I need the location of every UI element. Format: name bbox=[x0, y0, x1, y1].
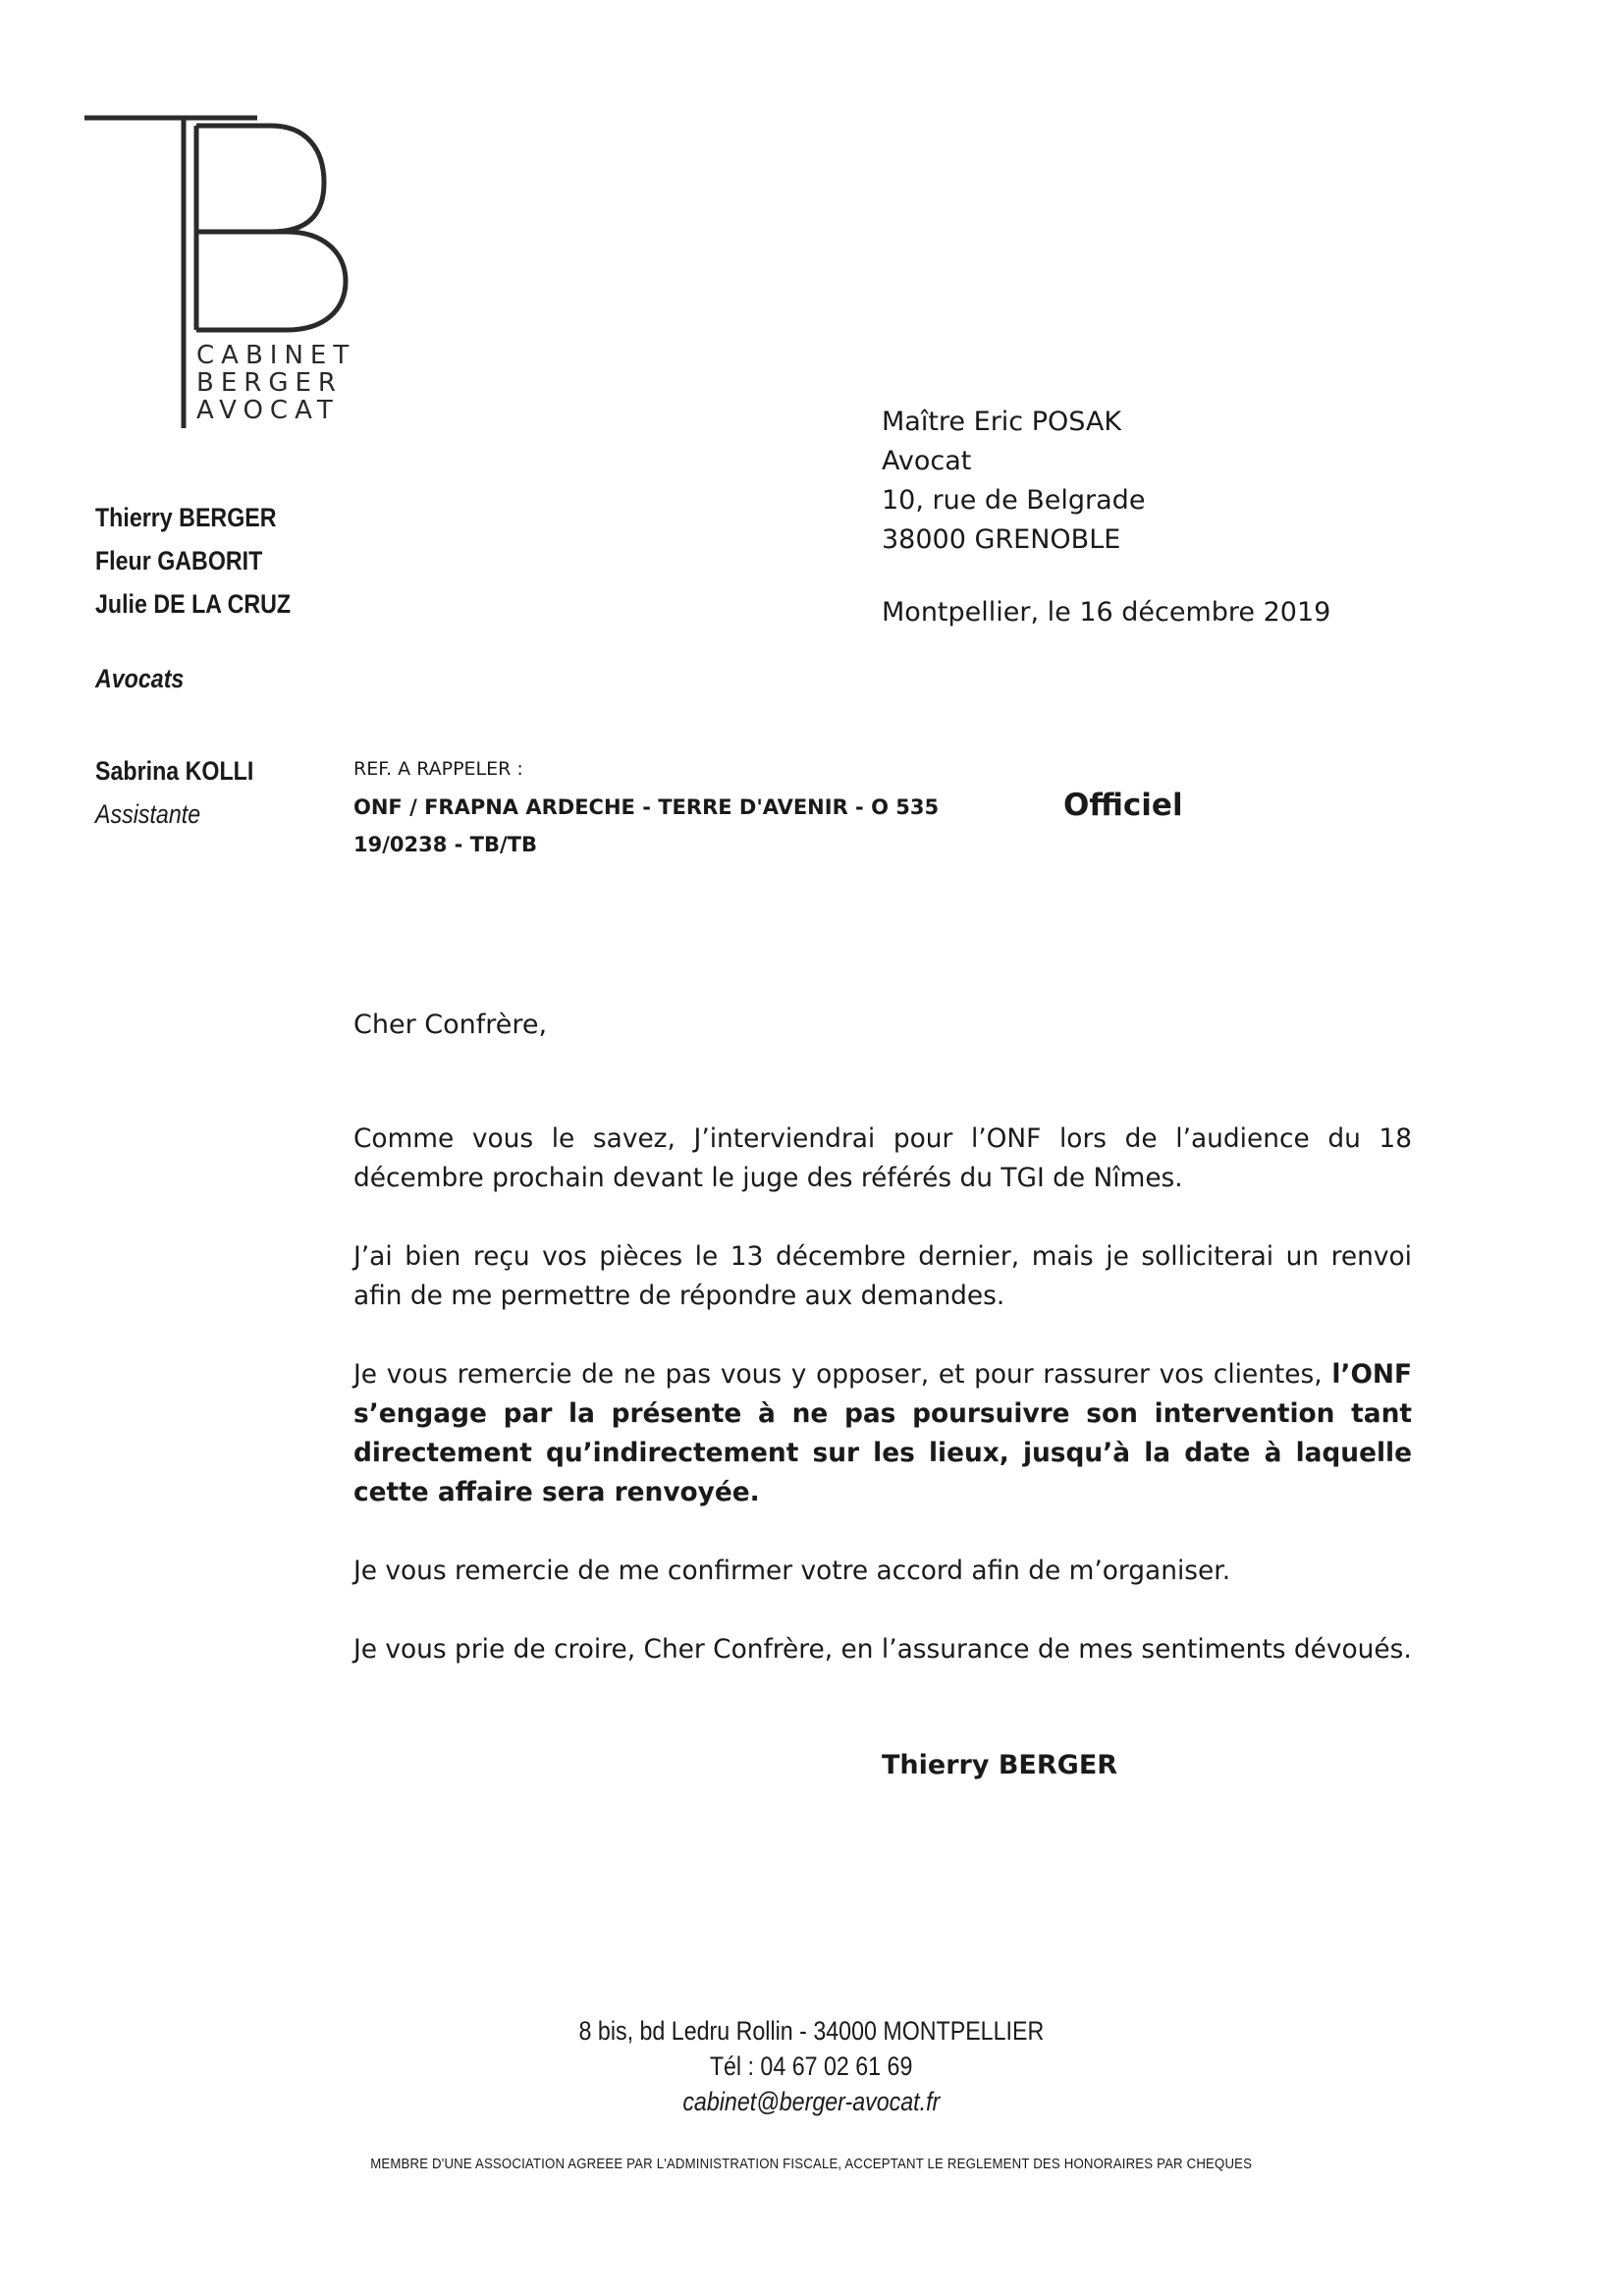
body-paragraph-3-emphasis: l’ONF s’engage par la présente à ne pas poursuivre son intervention tant directement qu’indirectement sur les lieux, jusqu’à la date à laquelle cette affaire sera renvoyée. bbox=[353, 1359, 1412, 1507]
recipient-title: Avocat bbox=[882, 446, 972, 476]
footer-phone-text: Tél : 04 67 02 61 69 bbox=[710, 2051, 913, 2081]
footer-phone bbox=[0, 2049, 1623, 2084]
footer-email bbox=[0, 2084, 1623, 2119]
footer-address bbox=[0, 2013, 1623, 2049]
logo-word-berger: BERGER bbox=[196, 368, 343, 398]
body-paragraph-5: Je vous prie de croire, Cher Confrère, en l’assurance de mes sentiments dévoués. bbox=[353, 1634, 1412, 1665]
body-paragraph-3-text: Je vous remercie de ne pas vous y opposer, et pour rassurer vos clientes, bbox=[353, 1359, 1332, 1390]
logo-word-cabinet: CABINET bbox=[196, 341, 356, 370]
body-paragraph-3 bbox=[353, 1355, 1412, 1512]
place-date: Montpellier, le 16 décembre 2019 bbox=[882, 597, 1331, 628]
footer-email-text: cabinet@berger-avocat.fr bbox=[682, 2087, 941, 2116]
reference-label: REF. A RAPPELER : bbox=[353, 758, 523, 780]
lawyer-name: Thierry BERGER bbox=[95, 503, 277, 532]
body-paragraph-1: Comme vous le savez, J’interviendrai pour l’ONF lors de l’audience du 18 décembre prochain devant le juge des référés du TGI de Nîmes. bbox=[353, 1123, 1412, 1193]
lawyer-name: Fleur GABORIT bbox=[95, 546, 263, 575]
logo-word-avocat: AVOCAT bbox=[196, 396, 340, 425]
body-paragraph-4: Je vous remercie de me confirmer votre accord afin de m’organiser. bbox=[353, 1556, 1231, 1586]
footer-notice-text: MEMBRE D'UNE ASSOCIATION AGREEE PAR L'ADMINISTRATION FISCALE, ACCEPTANT LE REGLEMENT DES HONORAIRES PAR CHEQUES bbox=[370, 2156, 1253, 2172]
recipient-name: Maître Eric POSAK bbox=[882, 407, 1122, 437]
assistant-name: Sabrina KOLLI bbox=[95, 756, 254, 786]
footer-notice bbox=[0, 2156, 1623, 2172]
footer-address-text: 8 bis, bd Ledru Rollin - 34000 MONTPELLIER bbox=[578, 2016, 1045, 2046]
reference-number: 19/0238 - TB/TB bbox=[353, 833, 538, 856]
lawyers-role: Avocats bbox=[95, 664, 185, 693]
recipient-street: 10, rue de Belgrade bbox=[882, 485, 1146, 516]
recipient-city: 38000 GRENOBLE bbox=[882, 524, 1121, 555]
lawyer-name: Julie DE LA CRUZ bbox=[95, 589, 292, 619]
salutation: Cher Confrère, bbox=[353, 1010, 548, 1040]
assistant-role: Assistante bbox=[95, 799, 201, 829]
body-paragraph-2: J’ai bien reçu vos pièces le 13 décembre dernier, mais je solliciterai un renvoi afin de me permettre de répondre aux demandes. bbox=[353, 1241, 1412, 1311]
official-stamp: Officiel bbox=[1063, 788, 1183, 823]
reference-case: ONF / FRAPNA ARDECHE - TERRE D'AVENIR - O 535 bbox=[353, 795, 940, 819]
signature: Thierry BERGER bbox=[882, 1750, 1118, 1780]
